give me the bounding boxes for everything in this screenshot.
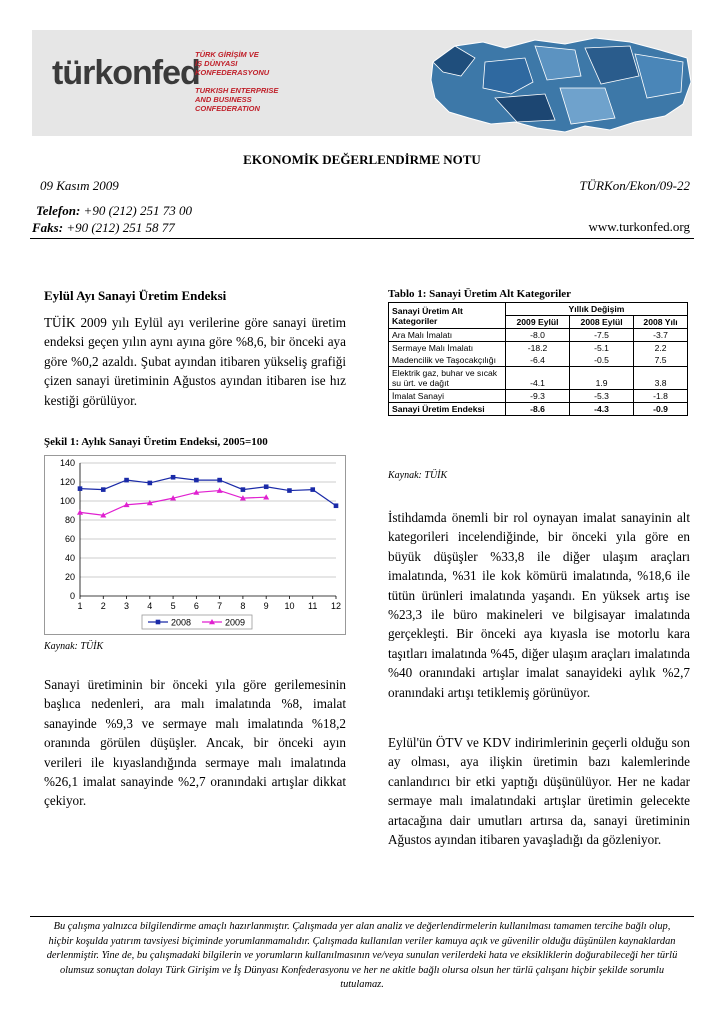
x-tick-label: 5 [170,601,176,611]
table-row [389,329,688,342]
x-tick-label: 7 [217,601,223,611]
table-caption: Tablo 1: Sanayi Üretim Alt Kategoriler [388,288,572,300]
table-row-total [389,403,688,416]
figure-source: Kaynak: TÜİK [44,641,104,652]
table-row-label: Sanayi Üretim Endeksi [389,403,506,416]
section-title: Eylül Ayı Sanayi Üretim Endeksi [44,288,227,303]
x-tick-label: 9 [263,601,269,611]
logo: türkonfed [52,54,200,92]
paragraph-tax-incentives: Eylül'ün ÖTV ve KDV indirimlerinin geçerli olduğu son ay olması, aya ilişkin üretimin bazı kalemlerinde canlandırıcı bir etki yaptığı düşünülüyor. Her ne kadar sermaye malı imalatındaki artışlar üretimin gelecekte artacağına dair umutları artırsa da, sanayi üretiminin Ağustos ayından itibaren yavaşladığı da gözleniyor. [388,735,690,848]
table-cell: -9.3 [506,390,570,403]
website-link[interactable]: www.turkonfed.org [588,219,690,234]
table-cell: -0.9 [634,403,688,416]
table-row-label: Madencilik ve Taşocakçılığı [389,354,506,367]
table-col-header: 2008 Eylül [570,316,634,329]
data-point-2008 [217,478,222,483]
telephone-value: +90 (212) 251 73 00 [80,203,192,218]
table-cell: -18.2 [506,342,570,355]
table-row [389,342,688,355]
y-tick-label: 120 [59,477,75,487]
org-name-line: AND BUSINESS [195,95,252,104]
table-row-label: Elektrik gaz, buhar ve sıcak su ürt. ve dağıt [389,367,506,390]
paragraph-intro: TÜİK 2009 yılı Eylül ayı verilerine göre sanayi üretim endeksi geçen yılın aynı ayına göre %8,6, bir önceki aya göre %0,2 azaldı. Şubat ayından itibaren yükseliş grafiği çizen sanayi üretiminin Ağustos ayından itibaren ise hız kestiği görülüyor. [44,315,346,408]
org-name-english [195,86,278,113]
paragraph-reasons: Sanayi üretiminin bir önceki yıla göre gerilemesinin başlıca nedenleri, ara malı imalatında %8, imalat sanayinde %9,3 ve sermaye malı imalatında %18,2 oranında görülen düşüşler. Ancak, bir önceki ayın verileri ile kıyaslandığında sermaye malı imalatında %26,1 imalat sanayinde %2,7 oranındaki artışlar dikkat çekiyor. [44,677,346,809]
table-cell: -1.8 [634,390,688,403]
x-tick-label: 6 [193,601,199,611]
table-row [389,367,688,390]
data-point-2008 [78,486,83,491]
telephone [36,203,192,219]
table-cell: -0.5 [570,354,634,367]
table-cell: -5.1 [570,342,634,355]
table-cell: -5.3 [570,390,634,403]
data-point-2008 [148,481,153,486]
data-point-2008 [241,487,246,492]
table-cell: -4.1 [506,367,570,390]
x-tick-label: 1 [77,601,83,611]
fax-value: +90 (212) 251 58 77 [63,220,175,235]
org-name-line: TURKISH ENTERPRISE [195,86,279,95]
org-name-line: TÜRK GİRİŞİM VE [195,50,259,59]
table-col-header: 2008 Yılı [634,316,688,329]
table-corner-header: Sanayi Üretim Alt Kategoriler [389,303,506,329]
data-point-2008 [334,503,339,508]
table-cell: 3.8 [634,367,688,390]
table-cell: -4.3 [570,403,634,416]
org-name-line: İŞ DÜNYASI [195,59,238,68]
data-point-2008 [124,478,129,483]
fax-label: Faks: [32,220,64,235]
header-divider [30,238,694,239]
x-tick-label: 8 [240,601,246,611]
table-cell: -8.0 [506,329,570,342]
org-name-line: CONFEDERATION [195,104,260,113]
turkey-map-icon [425,32,695,136]
data-point-2008 [310,487,315,492]
table-row-label: İmalat Sanayi [389,390,506,403]
production-index-chart [44,455,346,635]
legend-label: 2009 [225,617,246,628]
table-cell: 7.5 [634,354,688,367]
table-cell: -3.7 [634,329,688,342]
data-point-2008 [287,488,292,493]
x-tick-label: 12 [330,601,342,611]
document-date: 09 Kasım 2009 [40,178,119,193]
table-row-label: Ara Malı İmalatı [389,329,506,342]
document-title: EKONOMİK DEĞERLENDİRME NOTU [243,152,481,167]
table-group-header: Yıllık Değişim [506,303,688,316]
table-source: Kaynak: TÜİK [388,470,448,481]
data-point-2008 [194,478,199,483]
table-col-header: 2009 Eylül [506,316,570,329]
y-tick-label: 100 [59,496,75,506]
data-point-2008 [264,484,269,489]
legend-swatch-marker [156,620,161,625]
x-tick-label: 11 [308,601,318,611]
org-name-turkish [195,50,269,77]
x-tick-label: 10 [284,601,295,611]
subcategory-table [388,302,688,416]
x-tick-label: 2 [100,601,106,611]
footer-divider [30,916,694,917]
y-tick-label: 0 [69,591,75,601]
table-row-label: Sermaye Malı İmalatı [389,342,506,355]
y-tick-label: 20 [64,572,75,582]
table-cell: -8.6 [506,403,570,416]
table-cell: -6.4 [506,354,570,367]
document-reference: TÜRKon/Ekon/09-22 [579,178,690,193]
data-point-2008 [171,475,176,480]
table-cell: 1.9 [570,367,634,390]
disclaimer: Bu çalışma yalnızca bilgilendirme amaçlı hazırlanmıştır. Çalışmada yer alan analiz ve değerlendirmelerin kullanılması tamamen tercihe bağlı olup, hiçbir koşulda yatırım tavsiyesi biçiminde yorumlanmamalıdır. Çalışmada kullanılan veriler kamuya açık ve güvenilir olduğu düşünülen kaynaklardan derlenmiştir. Yine de, bu çalışmadaki bilgilerin ve yorumların kullanılmasının ve/veya sunulan verilerdeki hata ve eksikliklerin doğurabileceği her türlü olumsuz sonuçtan dolayı Türk Girişim ve İş Dünyası Konfederasyonu ve her ne akitle bağlı olursa olsun her türlü çalışanı hiçbir şekilde sorumlu tutulamaz. [46,921,678,991]
table-row [389,390,688,403]
figure-caption: Şekil 1: Aylık Sanayi Üretim Endeksi, 2005=100 [44,436,268,448]
fax [32,220,175,236]
x-tick-label: 3 [124,601,130,611]
org-name-line: KONFEDERASYONU [195,68,270,77]
legend-label: 2008 [171,617,192,628]
data-point-2008 [101,487,106,492]
y-tick-label: 60 [64,534,75,544]
table-row [389,354,688,367]
paragraph-employment: İstihdamda önemli bir rol oynayan imalat sanayinin alt kategorileri incelendiğinde, bir önceki yıla göre en büyük düşüşler %33,8 ile diğer ulaşım araçları imalatında, %31 ile kok kömürü imalatında, %18,6 ile tütün ürünleri imalatında yaşandı. En yüksek artış ise %23,3 ile büro makineleri ve bilgisayar imalatında gerçekleşti. Bir önceki aya kıyasla ise motorlu kara taşıtları imalatında %45, diğer ulaşım araçları imalatında %40 oranındaki artışlar imalat sanayideki aylık %2,7 oranındaki artışı tetiklemiş görünüyor. [388,510,690,700]
table-cell: 2.2 [634,342,688,355]
y-tick-label: 140 [59,458,75,468]
y-tick-label: 40 [64,553,75,563]
table-cell: -7.5 [570,329,634,342]
y-tick-label: 80 [64,515,75,525]
x-tick-label: 4 [147,601,153,611]
telephone-label: Telefon: [36,203,81,218]
